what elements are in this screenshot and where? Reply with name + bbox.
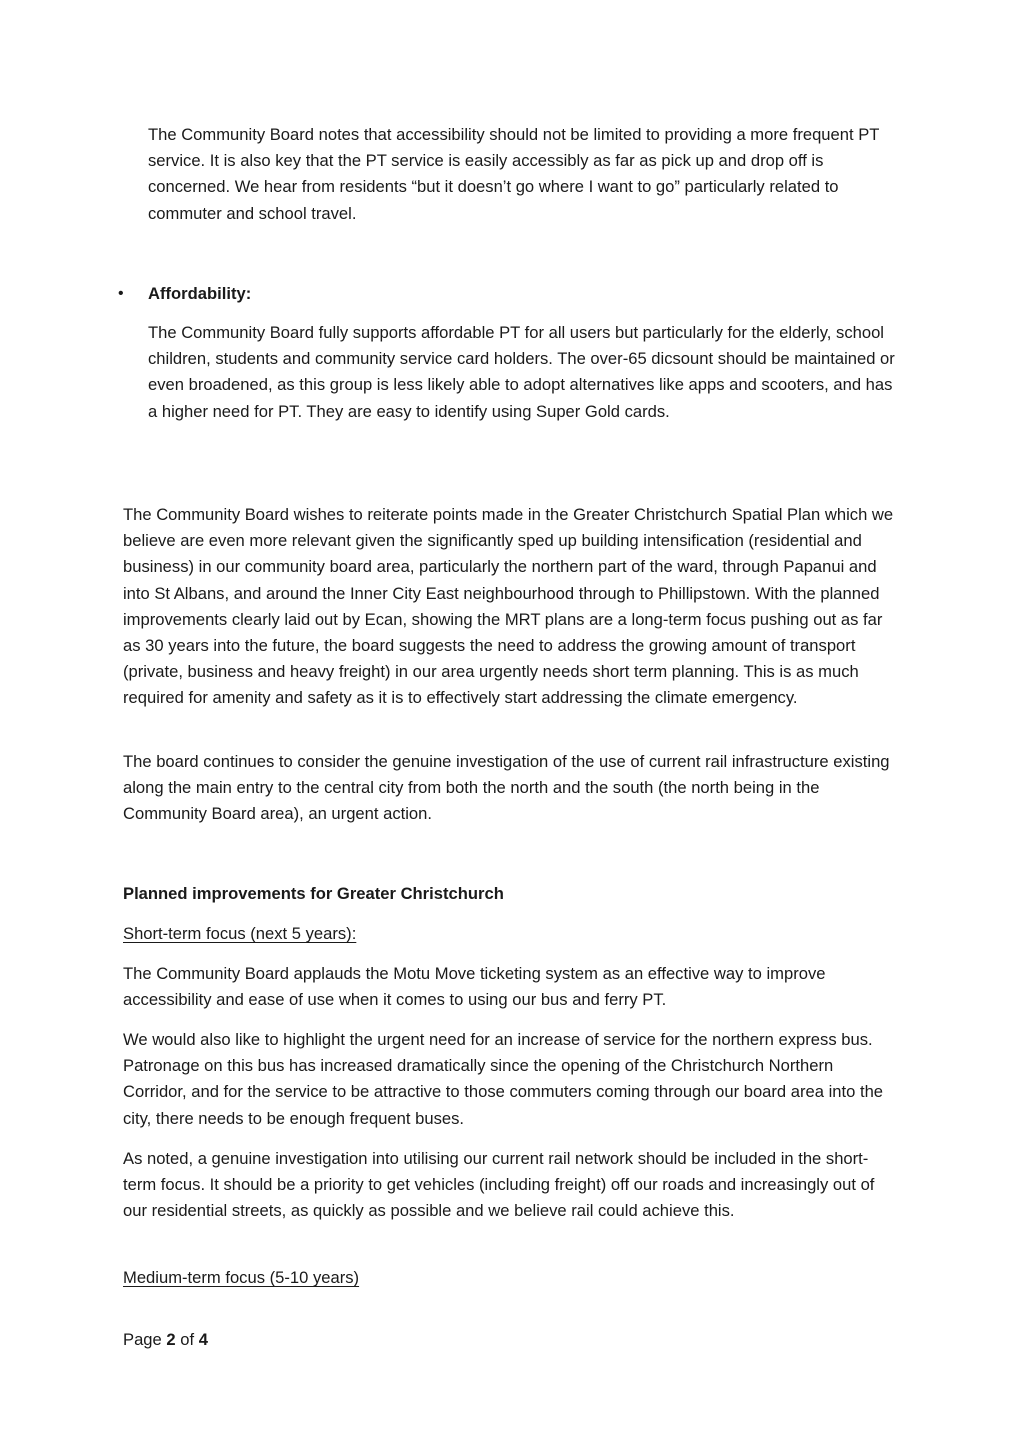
footer-total-pages: 4 — [198, 1330, 208, 1349]
page-footer — [123, 1327, 208, 1353]
bullet-icon: • — [118, 285, 124, 302]
motu-move-paragraph: The Community Board applauds the Motu Move ticketing system as an effective way to improve accessibility and ease of use when it comes to using our bus and ferry PT. — [123, 964, 826, 1010]
medium-term-heading: Medium-term focus (5-10 years) — [123, 1268, 360, 1287]
express-bus-paragraph: We would also like to highlight the urgent need for an increase of service for the northern express bus. Patronage on this bus has increased dramatically since the opening of the Christchurch Northern Corridor, and for the service to be attractive to those commuters coming through our board area into the city, there needs to be enough frequent buses. — [123, 1030, 884, 1128]
spatial-plan-paragraph: The Community Board wishes to reiterate points made in the Greater Christchurch Spatial Plan which we believe are even more relevant given the significantly sped up building intensification (residential and business) in our community board area, particularly the northern part of the ward, through Papanui and into St Albans, and around the Inner City East neighbourhood through to Phillipstown. With the planned improvements clearly laid out by Ecan, showing the MRT plans are a long-term focus pushing out as far as 30 years into the future, the board suggests the need to address the growing amount of transport (private, business and heavy freight) in our area urgently needs short term planning. This is as much required for amenity and safety as it is to effectively start addressing the climate emergency. — [123, 505, 894, 708]
rail-network-paragraph: As noted, a genuine investigation into utilising our current rail network should be included in the short-term focus. It should be a priority to get vehicles (including freight) off our roads and increasingly out of our residential streets, as quickly as possible and we believe rail could achieve this. — [123, 1149, 875, 1221]
rail-infrastructure-paragraph: The board continues to consider the genuine investigation of the use of current rail infrastructure existing along the main entry to the central city from both the north and the south (the north being in the Community Board area), an urgent action. — [123, 752, 890, 824]
affordability-heading: Affordability: — [148, 284, 252, 303]
short-term-heading: Short-term focus (next 5 years): — [123, 924, 357, 943]
footer-page-word: Page — [123, 1330, 162, 1349]
footer-of-word: of — [180, 1330, 195, 1349]
affordability-paragraph: The Community Board fully supports affordable PT for all users but particularly for the elderly, school children, students and community service card holders. The over-65 dicsount should be maintained or even broadened, as this group is less likely able to adopt alternatives like apps and scooters, and has a higher need for PT. They are easy to identify using Super Gold cards. — [148, 323, 895, 421]
planned-improvements-heading: Planned improvements for Greater Christchurch — [123, 884, 504, 903]
accessibility-paragraph: The Community Board notes that accessibility should not be limited to providing a more frequent PT service. It is also key that the PT service is easily accessibly as far as pick up and drop off is concerned. We hear from residents “but it doesn’t go where I want to go” particularly related to commuter and school travel. — [148, 125, 880, 223]
footer-page-number: 2 — [166, 1330, 176, 1349]
